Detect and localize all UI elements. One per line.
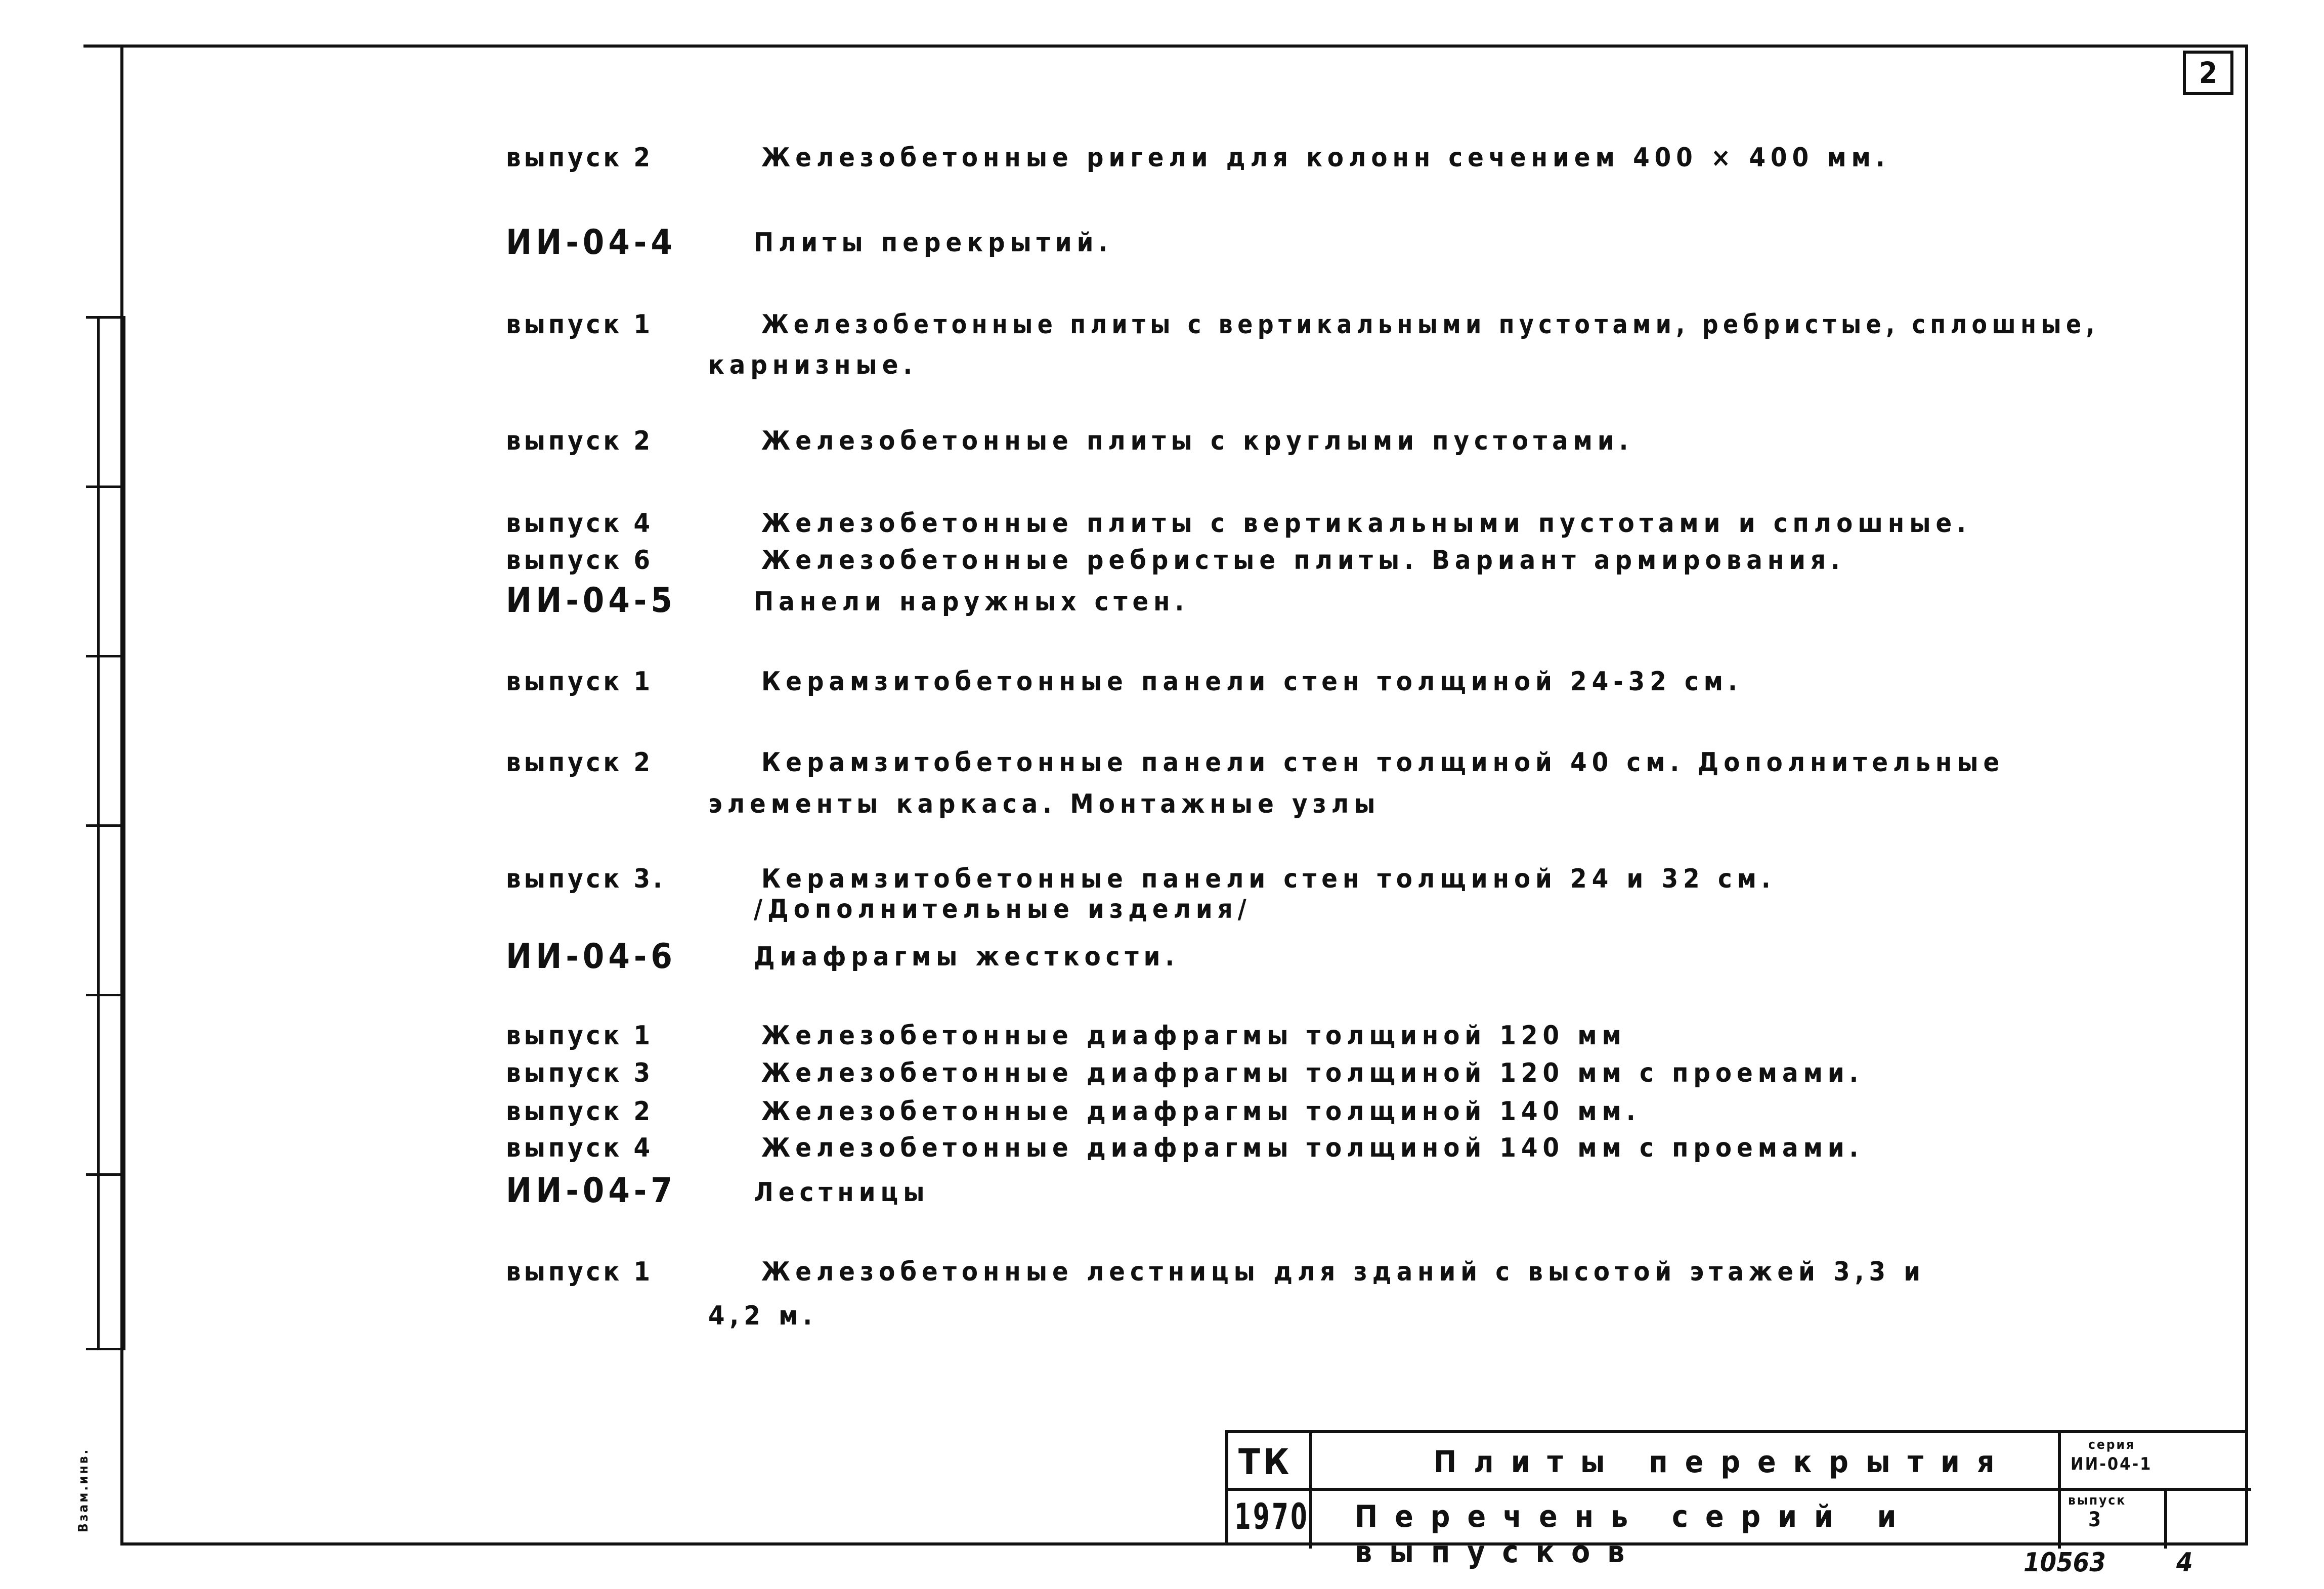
series-code: ИИ-04-4 xyxy=(506,223,676,262)
binding-strip xyxy=(97,316,125,1350)
series-code: ИИ-04-5 xyxy=(506,581,676,621)
page-number: 4 xyxy=(2176,1548,2193,1578)
series-label: серия xyxy=(2088,1437,2135,1452)
entry-text: Железобетонные плиты с круглыми пустотами. xyxy=(761,426,1633,456)
title-block-divider xyxy=(1309,1433,1312,1549)
entry-text: Железобетонные диафрагмы толщиной 120 мм с проемами. xyxy=(761,1058,1864,1088)
issue-value: 3 xyxy=(2088,1508,2103,1531)
entry-text: Железобетонные диафрагмы толщиной 120 мм xyxy=(761,1021,1626,1051)
title-line-1: Плиты перекрытия xyxy=(1434,1444,2012,1480)
title-block-divider xyxy=(2058,1433,2061,1549)
issue-label: выпуск xyxy=(2068,1493,2127,1508)
series-value: ИИ-04-1 xyxy=(2071,1454,2153,1474)
sheet-number: 2 xyxy=(2183,51,2233,95)
binding-tick xyxy=(86,824,125,827)
entry-code: выпуск 1 xyxy=(506,667,654,697)
entry-text: Плиты перекрытий. xyxy=(754,228,1113,258)
title-line-2: Перечень серий и выпусков xyxy=(1355,1499,1914,1570)
binding-tick xyxy=(86,1173,125,1176)
entry-text: Панели наружных стен. xyxy=(754,587,1189,617)
entry-continuation: 4,2 м. xyxy=(708,1301,817,1331)
entry-continuation: /Дополнительные изделия/ xyxy=(754,894,1252,924)
entry-continuation: элементы каркаса. Монтажные узлы xyxy=(708,789,1381,819)
entry-code: выпуск 2 xyxy=(506,426,654,456)
entry-code: выпуск 2 xyxy=(506,143,654,173)
margin-stamp: Взам.инв. xyxy=(76,1447,91,1532)
entry-text: Железобетонные плиты с вертикальными пустотами и сплошные. xyxy=(761,508,1971,539)
entry-text: Диафрагмы жесткости. xyxy=(754,942,1180,972)
entry-text: Керамзитобетонные панели стен толщиной 40 см. Дополнительные xyxy=(761,747,2005,778)
entry-text: Железобетонные ребристые плиты. Вариант армирования. xyxy=(761,545,1845,576)
entry-text: Лестницы xyxy=(754,1177,930,1208)
organization-code: ТК xyxy=(1238,1441,1293,1483)
entry-code: выпуск 4 xyxy=(506,1133,654,1163)
entry-text: Железобетонные диафрагмы толщиной 140 мм. xyxy=(761,1096,1641,1127)
entry-code: выпуск 2 xyxy=(506,1096,654,1127)
inventory-number: 10563 xyxy=(2024,1548,2106,1578)
entry-text: Железобетонные плиты с вертикальными пустотами, ребристые, сплошные, xyxy=(761,310,2099,340)
entry-code: выпуск 4 xyxy=(506,508,654,539)
entry-code: выпуск 2 xyxy=(506,747,654,778)
entry-code: выпуск 1 xyxy=(506,1021,654,1051)
binding-tick xyxy=(86,655,125,657)
series-code: ИИ-04-7 xyxy=(506,1171,676,1211)
entry-text: Керамзитобетонные панели стен толщиной 24 и 32 см. xyxy=(761,864,1776,894)
entry-code: выпуск 6 xyxy=(506,545,654,576)
entry-code: выпуск 1 xyxy=(506,310,654,340)
frame-top-extension xyxy=(83,45,124,48)
series-code: ИИ-04-6 xyxy=(506,937,676,977)
binding-tick xyxy=(86,1348,125,1350)
entry-text: Железобетонные диафрагмы толщиной 140 мм с проемами. xyxy=(761,1133,1864,1163)
title-block-divider xyxy=(2164,1488,2167,1549)
binding-tick xyxy=(86,994,125,996)
entry-code: выпуск 3. xyxy=(506,864,665,894)
year: 1970 xyxy=(1234,1496,1310,1537)
title-block-divider xyxy=(1228,1488,2251,1491)
binding-tick xyxy=(86,485,125,488)
entry-text: Железобетонные ригели для колонн сечением 400 × 400 мм. xyxy=(761,143,1890,173)
entry-text: Железобетонные лестницы для зданий с высотой этажей 3,3 и xyxy=(761,1257,1926,1287)
binding-tick xyxy=(86,316,125,319)
entry-text: Керамзитобетонные панели стен толщиной 24-32 см. xyxy=(761,667,1742,697)
entry-continuation: карнизные. xyxy=(708,350,918,380)
entry-code: выпуск 1 xyxy=(506,1257,654,1287)
entry-code: выпуск 3 xyxy=(506,1058,654,1088)
